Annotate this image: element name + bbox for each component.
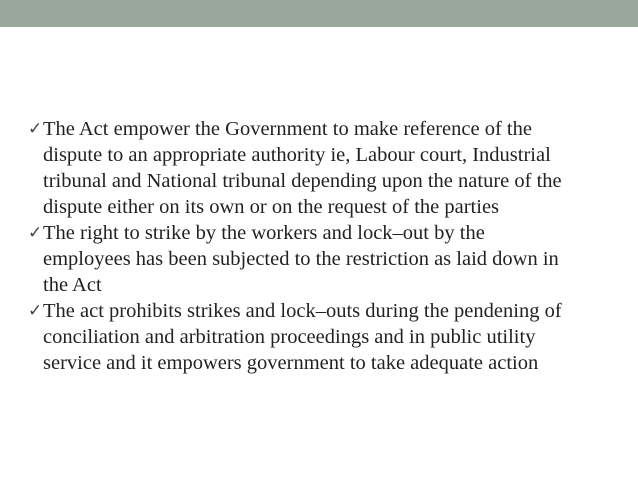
bullet-item: [28, 298, 628, 376]
bullet-line: employees has been subjected to the restriction as laid down in: [43, 248, 559, 270]
bullet-line: the Act: [43, 274, 102, 296]
bullet-line: The act prohibits strikes and lock–outs during the pendening of: [43, 300, 562, 322]
slide-body: [28, 116, 628, 376]
bullet-text: [43, 298, 628, 376]
bullet-line: tribunal and National tribunal depending upon the nature of the: [43, 170, 562, 192]
bullet-line: dispute either on its own or on the request of the parties: [43, 196, 500, 218]
bullet-text: [43, 220, 628, 298]
bullet-item: [28, 116, 628, 220]
bullet-item: [28, 220, 628, 298]
bullet-line: The right to strike by the workers and lock–out by the: [43, 222, 485, 244]
bullet-line: service and it empowers government to take adequate action: [43, 352, 539, 374]
bullet-line: dispute to an appropriate authority ie, Labour court, Industrial: [43, 144, 551, 166]
checkmark-icon: ✓: [28, 301, 43, 320]
bullet-text: [43, 116, 628, 220]
checkmark-icon: ✓: [28, 223, 43, 242]
bullet-line: conciliation and arbitration proceedings and in public utility: [43, 326, 536, 348]
checkmark-icon: ✓: [28, 119, 43, 138]
top-accent-bar: [0, 0, 638, 27]
bullet-line: The Act empower the Government to make reference of the: [43, 118, 532, 140]
